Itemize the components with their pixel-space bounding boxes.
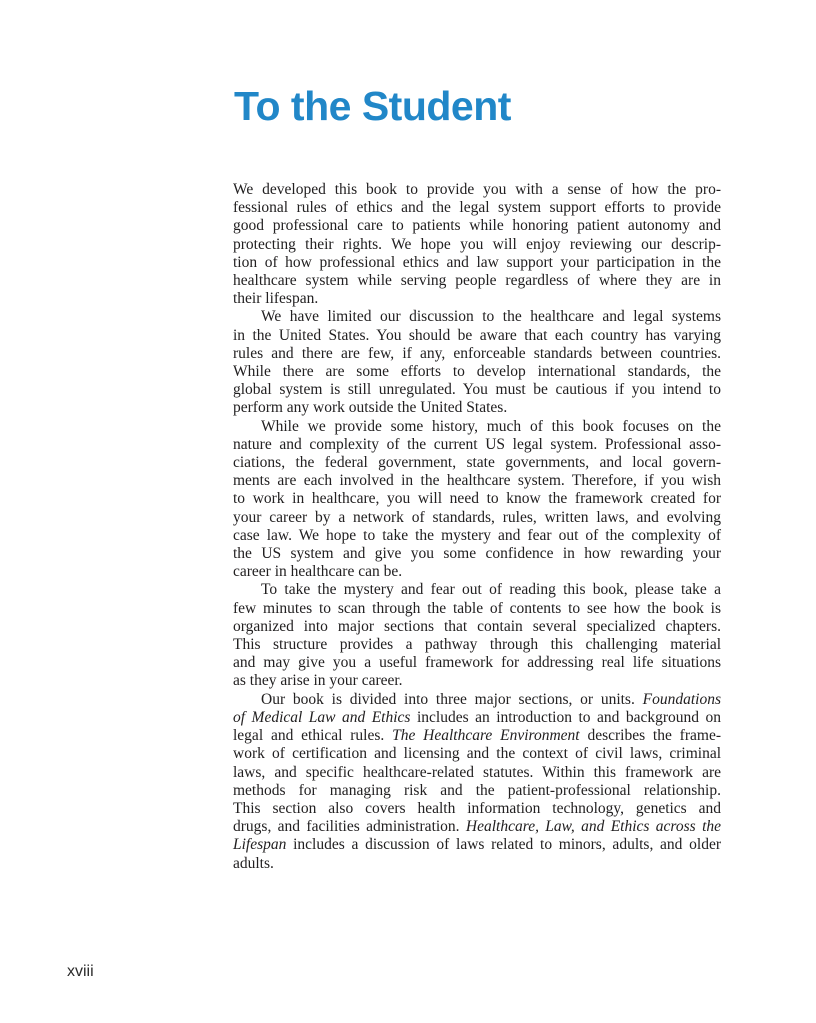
text-line: This structure provides a pathway through this challenging material — [233, 636, 721, 654]
text-line: legal and ethical rules. The Healthcare Environment describes the frame- — [233, 727, 721, 745]
text-line: their lifespan. — [233, 290, 319, 308]
text-line: ciations, the federal government, state governments, and local govern- — [233, 454, 721, 472]
text-line: fessional rules of ethics and the legal system support efforts to provide — [233, 199, 721, 217]
text-line: as they arise in your career. — [233, 672, 403, 690]
text-line: tion of how professional ethics and law support your participation in the — [233, 253, 721, 271]
text-line: work of certification and licensing and the context of civil laws, criminal — [233, 745, 721, 763]
text-line: few minutes to scan through the table of contents to see how the book is — [233, 599, 721, 617]
text-line: of Medical Law and Ethics includes an introduction to and background on — [233, 708, 721, 726]
text-line: perform any work outside the United States. — [233, 399, 508, 417]
page-number: xviii — [67, 963, 94, 980]
text-line: Our book is divided into three major sections, or units. Foundations — [261, 690, 721, 708]
text-line: We developed this book to provide you with a sense of how the pro- — [233, 181, 721, 198]
text-line: career in healthcare can be. — [233, 563, 403, 581]
text-line: global system is still unregulated. You must be cautious if you intend to — [233, 381, 721, 399]
text-line: adults. — [233, 854, 274, 872]
text-line: drugs, and facilities administration. Healthcare, Law, and Ethics across the — [233, 818, 721, 836]
text-line: in the United States. You should be aware that each country has varying — [233, 326, 721, 344]
text-line: laws, and specific healthcare-related statutes. Within this framework are — [233, 763, 721, 781]
text-line: healthcare system while serving people regardless of where they are in — [233, 272, 721, 290]
text-line: To take the mystery and fear out of reading this book, please take a — [261, 581, 721, 599]
text-line: nature and complexity of the current US legal system. Professional asso- — [233, 435, 721, 453]
text-line: While we provide some history, much of this book focuses on the — [261, 417, 721, 435]
text-line: case law. We hope to take the mystery and fear out of the complexity of — [233, 526, 721, 544]
text-line: protecting their rights. We hope you will enjoy reviewing our descrip- — [233, 235, 721, 253]
text-line: the US system and give you some confidence in how rewarding your — [233, 545, 721, 563]
text-line: good professional care to patients while honoring patient autonomy and — [233, 217, 721, 235]
text-line: your career by a network of standards, rules, written laws, and evolving — [233, 508, 721, 526]
text-line: We have limited our discussion to the healthcare and legal systems — [261, 308, 721, 326]
body-text — [233, 181, 721, 873]
text-line: organized into major sections that contain several specialized chapters. — [233, 617, 721, 635]
text-line: This section also covers health information technology, genetics and — [233, 799, 721, 817]
text-line: rules and there are few, if any, enforceable standards between countries. — [233, 344, 721, 362]
text-line: ments are each involved in the healthcare system. Therefore, if you wish — [233, 472, 721, 490]
text-line: While there are some efforts to develop international standards, the — [233, 363, 721, 381]
text-line: and may give you a useful framework for addressing real life situations — [233, 654, 721, 672]
text-line: Lifespan includes a discussion of laws related to minors, adults, and older — [233, 836, 721, 854]
text-line: to work in healthcare, you will need to know the framework created for — [233, 490, 721, 508]
page-title: To the Student — [234, 83, 511, 129]
text-line: methods for managing risk and the patient-professional relationship. — [233, 781, 721, 799]
